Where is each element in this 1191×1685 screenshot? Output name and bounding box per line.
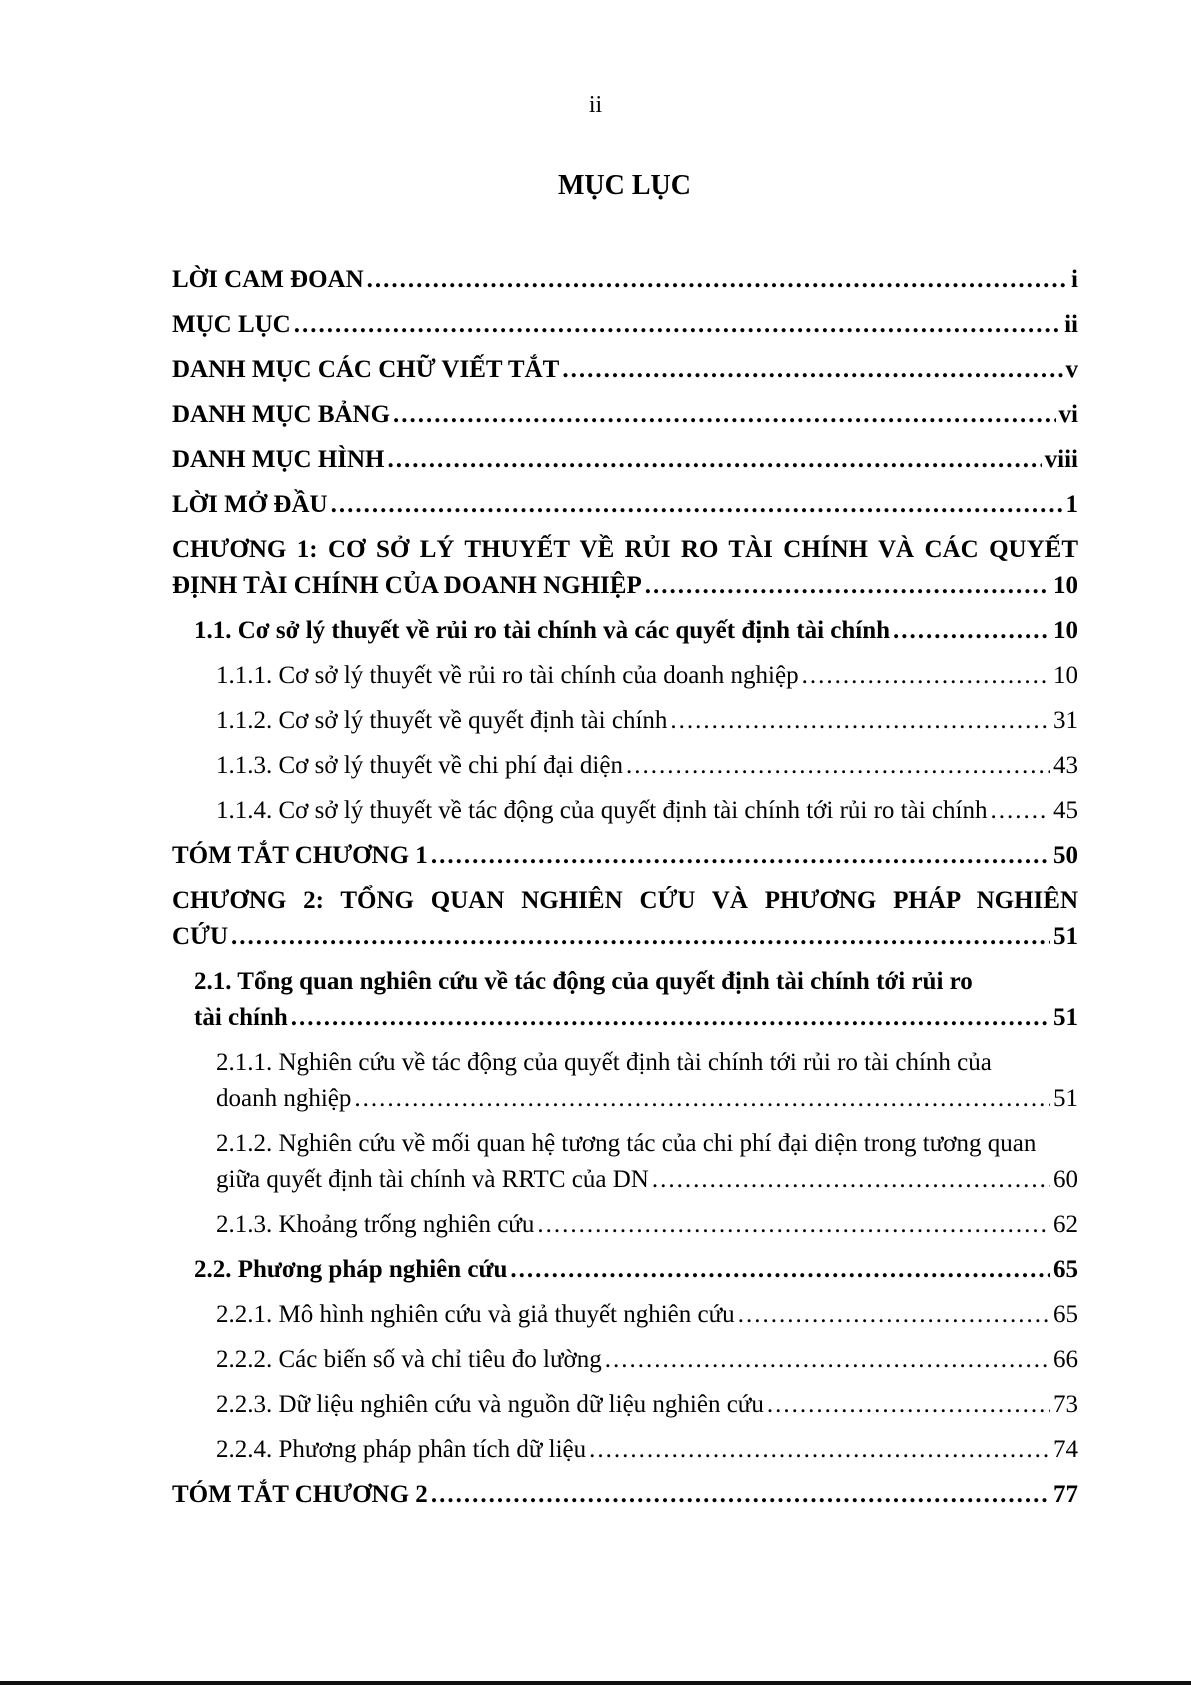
toc-entry-title: LỜI CAM ĐOAN — [172, 266, 364, 293]
dot-leader — [626, 748, 1050, 784]
toc-entry[interactable] — [172, 1207, 1078, 1243]
toc-entry-page-number: 73 — [1053, 1391, 1078, 1418]
dot-leader — [354, 1081, 1050, 1117]
toc-entry-title: ĐỊNH TÀI CHÍNH CỦA DOANH NGHIỆP — [172, 572, 642, 599]
toc-entry-page-number: v — [1065, 356, 1078, 383]
toc-entry[interactable] — [172, 442, 1078, 478]
dot-leader — [537, 1207, 1050, 1243]
toc-entry-page-number: viii — [1044, 446, 1078, 473]
dot-leader — [605, 1342, 1050, 1378]
page-number: ii — [588, 92, 603, 118]
toc-entry[interactable] — [172, 883, 1078, 955]
toc-entry-page-number: 1 — [1065, 491, 1078, 518]
toc-entry-title: 2.2. Phương pháp nghiên cứu — [194, 1256, 508, 1283]
toc-entry-page-number: 50 — [1053, 842, 1078, 869]
toc-entry-title: DANH MỤC CÁC CHỮ VIẾT TẮT — [172, 356, 560, 383]
dot-leader — [767, 1387, 1050, 1423]
toc-entry[interactable] — [172, 487, 1078, 523]
table-of-contents — [172, 262, 1078, 1522]
toc-entry-text-line: 2.1. Tổng quan nghiên cứu về tác động của quyết định tài chính tới rủi ro — [194, 968, 973, 995]
dot-leader — [802, 658, 1050, 694]
toc-entry-title: 2.2.4. Phương pháp phân tích dữ liệu — [216, 1436, 587, 1463]
toc-entry[interactable] — [172, 613, 1078, 649]
toc-entry[interactable] — [172, 964, 1078, 1036]
toc-entry[interactable] — [172, 1252, 1078, 1288]
toc-entry[interactable] — [172, 793, 1078, 829]
toc-entry-title: TÓM TẮT CHƯƠNG 1 — [172, 842, 428, 869]
toc-entry-page-number: ii — [1064, 311, 1078, 338]
toc-entry-page-number: i — [1071, 266, 1078, 293]
toc-entry-page-number: 51 — [1053, 1004, 1078, 1031]
toc-entry-title: 2.2.2. Các biến số và chỉ tiêu đo lường — [216, 1346, 602, 1373]
toc-entry-page-number: 74 — [1053, 1436, 1078, 1463]
toc-entry[interactable] — [172, 1342, 1078, 1378]
toc-entry[interactable] — [172, 1477, 1078, 1513]
toc-entry-title: DANH MỤC HÌNH — [172, 446, 385, 473]
toc-entry-page-number: 31 — [1053, 707, 1078, 734]
toc-title: MỤC LỤC — [558, 170, 691, 201]
toc-entry-title: DANH MỤC BẢNG — [172, 401, 391, 428]
dot-leader — [431, 838, 1050, 874]
toc-entry-title: 2.1.3. Khoảng trống nghiên cứu — [216, 1211, 535, 1238]
toc-entry-title: CỨU — [172, 923, 229, 950]
toc-entry[interactable] — [172, 703, 1078, 739]
dot-leader — [510, 1252, 1050, 1288]
bottom-border — [0, 1681, 1191, 1685]
toc-entry-text-line: CHƯƠNG 1: CƠ SỞ LÝ THUYẾT VỀ RỦI RO TÀI CHÍNH VÀ CÁC QUYẾT — [172, 536, 1078, 563]
toc-entry-title: giữa quyết định tài chính và RRTC của DN — [216, 1166, 649, 1193]
toc-entry[interactable] — [172, 1126, 1078, 1198]
toc-entry-page-number: 43 — [1053, 752, 1078, 779]
dot-leader — [645, 568, 1050, 604]
toc-entry-title: 1.1. Cơ sở lý thuyết về rủi ro tài chính và các quyết định tài chính — [194, 617, 891, 644]
toc-entry-text-line: 2.1.2. Nghiên cứu về mối quan hệ tương tác của chi phí đại diện trong tương quan — [216, 1130, 1037, 1157]
toc-entry[interactable] — [172, 532, 1078, 604]
toc-entry-text-line: 2.1.1. Nghiên cứu về tác động của quyết định tài chính tới rủi ro tài chính của — [216, 1049, 992, 1076]
toc-entry-title: 1.1.2. Cơ sở lý thuyết về quyết định tài chính — [216, 707, 668, 734]
dot-leader — [331, 487, 1063, 523]
toc-entry-page-number: 66 — [1053, 1346, 1078, 1373]
toc-entry-title: MỤC LỤC — [172, 311, 291, 338]
toc-entry-page-number: 62 — [1053, 1211, 1078, 1238]
dot-leader — [431, 1477, 1050, 1513]
dot-leader — [893, 613, 1050, 649]
toc-entry[interactable] — [172, 262, 1078, 298]
toc-entry-title: 2.2.1. Mô hình nghiên cứu và giả thuyết nghiên cứu — [216, 1301, 735, 1328]
toc-entry-page-number: vi — [1058, 401, 1078, 428]
toc-entry-title: doanh nghiệp — [216, 1085, 352, 1112]
toc-entry[interactable] — [172, 397, 1078, 433]
toc-entry-title: 1.1.3. Cơ sở lý thuyết về chi phí đại diện — [216, 752, 623, 779]
toc-entry[interactable] — [172, 307, 1078, 343]
toc-entry-page-number: 65 — [1053, 1256, 1078, 1283]
toc-entry[interactable] — [172, 838, 1078, 874]
toc-entry-title: 1.1.1. Cơ sở lý thuyết về rủi ro tài chính của doanh nghiệp — [216, 662, 799, 689]
toc-entry[interactable] — [172, 658, 1078, 694]
toc-entry[interactable] — [172, 1387, 1078, 1423]
toc-entry-page-number: 65 — [1053, 1301, 1078, 1328]
dot-leader — [670, 703, 1050, 739]
toc-entry-page-number: 10 — [1053, 572, 1078, 599]
dot-leader — [388, 442, 1042, 478]
toc-entry-page-number: 10 — [1053, 662, 1078, 689]
toc-entry[interactable] — [172, 1045, 1078, 1117]
dot-leader — [589, 1432, 1050, 1468]
dot-leader — [652, 1162, 1050, 1198]
toc-entry-title: 2.2.3. Dữ liệu nghiên cứu và nguồn dữ liệu nghiên cứu — [216, 1391, 764, 1418]
dot-leader — [738, 1297, 1050, 1333]
toc-entry-title: tài chính — [194, 1004, 288, 1031]
dot-leader — [990, 793, 1050, 829]
toc-entry-page-number: 77 — [1053, 1481, 1078, 1508]
toc-entry-text-line: CHƯƠNG 2: TỔNG QUAN NGHIÊN CỨU VÀ PHƯƠNG PHÁP NGHIÊN — [172, 887, 1078, 914]
dot-leader — [562, 352, 1062, 388]
toc-entry-page-number: 60 — [1053, 1166, 1078, 1193]
dot-leader — [294, 307, 1061, 343]
toc-entry[interactable] — [172, 748, 1078, 784]
toc-entry-title: TÓM TẮT CHƯƠNG 2 — [172, 1481, 428, 1508]
toc-entry-title: 1.1.4. Cơ sở lý thuyết về tác động của quyết định tài chính tới rủi ro tài chính — [216, 797, 988, 824]
toc-entry[interactable] — [172, 1297, 1078, 1333]
dot-leader — [393, 397, 1056, 433]
dot-leader — [291, 1000, 1050, 1036]
dot-leader — [367, 262, 1068, 298]
toc-entry-page-number: 10 — [1053, 617, 1078, 644]
toc-entry-page-number: 51 — [1053, 923, 1078, 950]
toc-entry-page-number: 45 — [1053, 797, 1078, 824]
toc-entry[interactable] — [172, 352, 1078, 388]
toc-entry[interactable] — [172, 1432, 1078, 1468]
dot-leader — [231, 919, 1050, 955]
toc-entry-page-number: 51 — [1053, 1085, 1078, 1112]
toc-entry-title: LỜI MỞ ĐẦU — [172, 491, 328, 518]
